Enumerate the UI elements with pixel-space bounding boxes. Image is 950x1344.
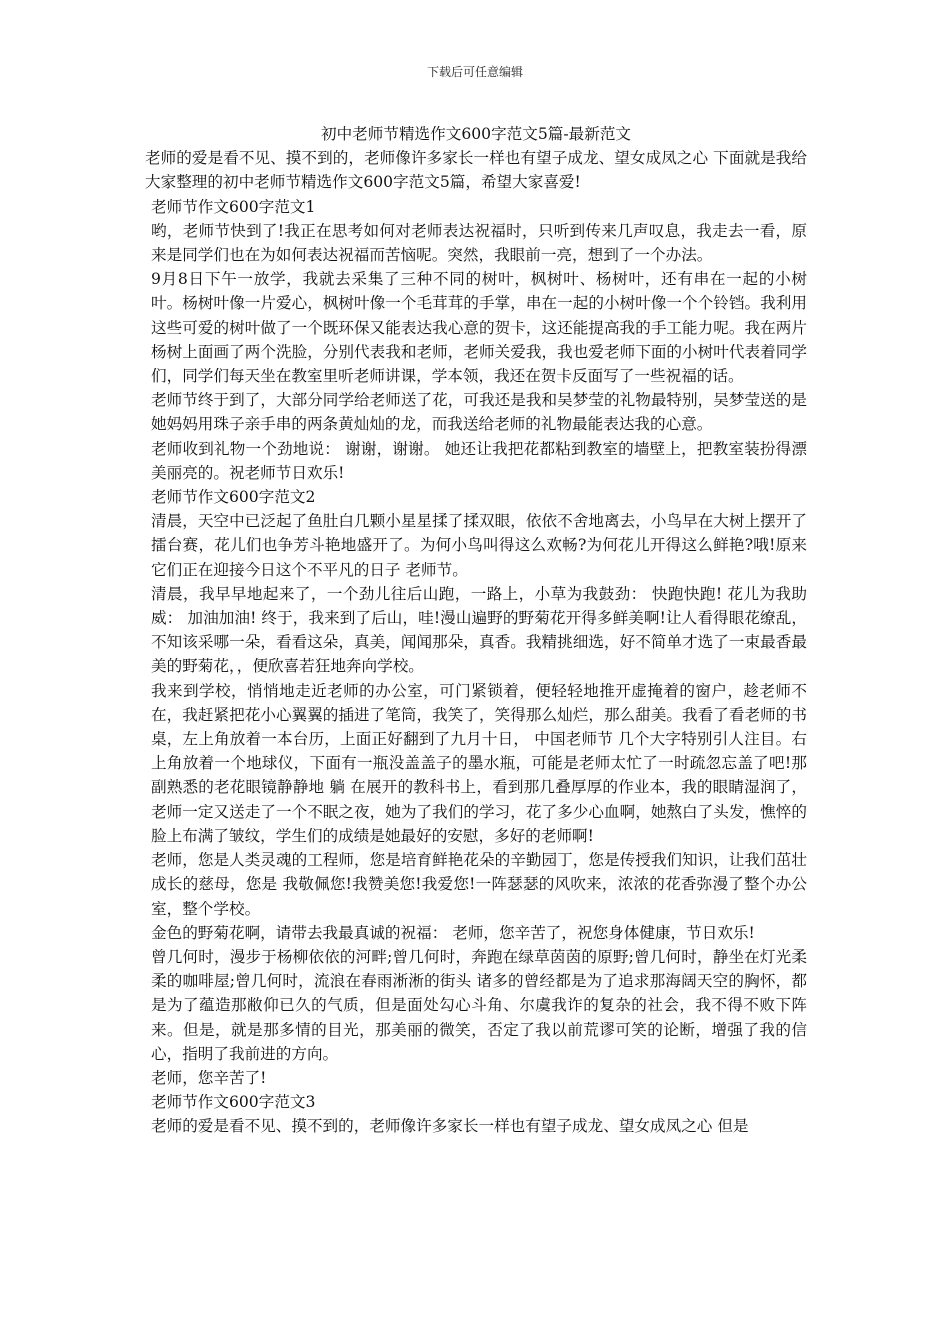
intro-paragraph: 老师的爱是看不见、摸不到的，老师像许多家长一样也有望子成龙、望女成凤之心 下面就是我给大家整理的初中老师节精选作文600字范文5篇，希望大家喜爱!: [145, 149, 807, 192]
essay-1-paragraph: 老师收到礼物一个劲地说： 谢谢，谢谢。 她还让我把花都粘到教室的墙壁上，把教室装扮得漂美丽亮的。祝老师节日欢乐!: [151, 439, 807, 482]
essay-2-paragraph: 我来到学校，悄悄地走近老师的办公室，可门紧锁着，便轻轻地推开虚掩着的窗户，趁老师不在，我赶紧把花小心翼翼的插进了笔筒，我笑了，笑得那么灿烂，那么甜美。我看了看老师的书桌，左上角放着一本台历，上面正好翻到了九月十日， 中国老师节 几个大字特别引人注目。右上角放着一个地球仪，下面有一瓶没盖盖子的墨水瓶，可能是老师太忙了一时疏忽忘盖了吧!那副熟悉的老花眼镜静静地 躺 在展开的教科书上，看到那几叠厚厚的作业本，我的眼睛湿润了，老师一定又送走了一个不眠之夜，她为了我们的学习，花了多少心血啊，她熬白了头发，憔悴的脸上布满了皱纹，学生们的成绩是她最好的安慰，多好的老师啊!: [151, 681, 807, 845]
essay-1-paragraph: 哟，老师节快到了!我正在思考如何对老师表达祝福时，只听到传来几声叹息，我走去一看，原来是同学们也在为如何表达祝福而苦恼呢。突然，我眼前一亮，想到了一个办法。: [151, 221, 807, 265]
document-body: [145, 122, 807, 1139]
essay-1-paragraph: 9月8日下午一放学，我就去采集了三种不同的树叶，枫树叶、杨树叶，还有串在一起的小树叶。杨树叶像一片爱心，枫树叶像一个毛茸茸的手掌，串在一起的小树叶像一个个铃铛。我利用这些可爱的树叶做了一个既环保又能表达我心意的贺卡，这还能提高我的手工能力呢。我在两片杨树上面画了两个洗脸，分别代表我和老师，老师关爱我，我也爱老师下面的小树叶代表着同学们，同学们每天坐在教室里听老师讲课，学本领，我还在贺卡反面写了一些祝福的话。: [151, 270, 807, 386]
essay-3-paragraph: 老师的爱是看不见、摸不到的，老师像许多家长一样也有望子成龙、望女成凤之心 但是: [151, 1117, 749, 1136]
essay-2-paragraph: 清晨，天空中已泛起了鱼肚白几颗小星星揉了揉双眼，依依不舍地离去，小鸟早在大树上摆开了擂台赛，花儿们也争芳斗艳地盛开了。为何小鸟叫得这么欢畅?为何花儿开得这么鲜艳?哦!原来它们正在迎接今日这个不平凡的日子 老师节。: [151, 512, 807, 579]
essay-2-paragraph: 金色的野菊花啊，请带去我最真诚的祝福： 老师，您辛苦了，祝您身体健康，节日欢乐!: [151, 923, 755, 942]
essay-1-paragraph: 老师节终于到了，大部分同学给老师送了花，可我还是我和吴梦莹的礼物最特别，吴梦莹送的是她妈妈用珠子亲手串的两条黄灿灿的龙，而我送给老师的礼物最能表达我的心意。: [151, 391, 807, 434]
essay-2-paragraph: 清晨，我早早地起来了，一个劲儿往后山跑，一路上，小草为我鼓劲： 快跑快跑! 花儿为我助威： 加油加油! 终于，我来到了后山，哇!漫山遍野的野菊花开得多鲜美啊!让人看得眼花缭乱，不知该采哪一朵，看看这朵，真美，闻闻那朵，真香。我精挑细选，好不简单才选了一束最香最美的野菊花，，便欣喜若狂地奔向学校。: [151, 584, 807, 676]
header-note: 下载后可任意编辑: [426, 65, 523, 79]
essay-2-heading: 老师节作文600字范文2: [151, 488, 316, 507]
document-title: 初中老师节精选作文600字范文5篇-最新范文: [320, 125, 632, 143]
essay-2-paragraph: 老师，您是人类灵魂的工程师，您是培育鲜艳花朵的辛勤园丁，您是传授我们知识，让我们茁壮成长的慈母，您是 我敬佩您!我赞美您!我爱您!一阵瑟瑟的风吹来，浓浓的花香弥漫了整个办公室，整个学校。: [151, 851, 807, 918]
essay-1-heading: 老师节作文600字范文1: [151, 197, 316, 216]
essay-2-paragraph: 曾几何时，漫步于杨柳依依的河畔;曾几何时，奔跑在绿草茵茵的原野;曾几何时，静坐在灯光柔柔的咖啡屋;曾几何时，流浪在春雨淅淅的街头 诸多的曾经都是为了追求那海阔天空的胸怀，都是为了蕴造那敝仰已久的气质，但是面处勾心斗角、尔虞我诈的复杂的社会，我不得不败下阵来。但是，就是那多情的目光，那美丽的微笑，否定了我以前荒谬可笑的论断，增强了我的信心，指明了我前进的方向。: [151, 947, 807, 1063]
essay-2-paragraph: 老师，您辛苦了!: [151, 1068, 267, 1087]
essay-3-heading: 老师节作文600字范文3: [151, 1093, 316, 1112]
